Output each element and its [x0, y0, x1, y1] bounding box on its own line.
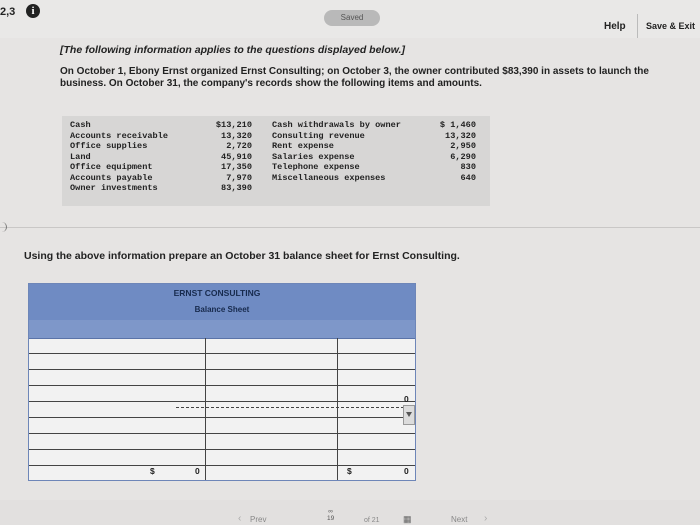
saved-badge: Saved [324, 10, 380, 26]
account-name: Cash [70, 120, 91, 130]
footer-nav [0, 500, 700, 525]
account-amount: 830 [460, 162, 476, 172]
account-name: Consulting revenue [272, 130, 365, 141]
subtotal-line [176, 407, 414, 408]
account-amount: 2,950 [450, 141, 476, 151]
balance-sheet-form [28, 283, 416, 481]
account-name: Office equipment [70, 162, 153, 172]
table-row[interactable] [29, 402, 415, 418]
column-divider [337, 338, 338, 480]
chevron-left-icon[interactable]: ‹ [238, 513, 242, 524]
page-indicator[interactable] [327, 508, 334, 522]
page-total: of 21 [364, 517, 380, 524]
header-separator [637, 14, 638, 38]
current-page: 19 [327, 515, 335, 522]
right-account-names [272, 120, 401, 183]
account-amount: 83,390 [221, 183, 252, 193]
left-account-names [70, 120, 168, 194]
company-name: ERNST CONSULTING [173, 288, 261, 298]
account-name: Miscellaneous expenses [272, 172, 386, 183]
account-amount: 13,320 [221, 130, 252, 141]
account-name: Owner investments [70, 183, 158, 193]
account-name: Office supplies [70, 141, 148, 151]
account-name: Accounts payable [70, 172, 153, 183]
table-row[interactable] [29, 418, 415, 434]
account-amount: 640 [460, 172, 476, 183]
account-listing [62, 116, 490, 206]
left-total-value: 0 [195, 466, 200, 476]
total-row [29, 466, 415, 481]
account-amount: 17,350 [221, 162, 252, 172]
problem-paragraph: On October 1, Ebony Ernst organized Ernst Consulting; on October 3, the owner contributed $83,390 in assets to launch the business. On October 31, the company's records show the following items and amounts. [60, 66, 649, 89]
account-amount: 7,970 [226, 172, 252, 183]
account-name: Accounts receivable [70, 130, 168, 141]
save-exit-button[interactable]: Save & Exit [646, 21, 696, 31]
account-amount: 2,720 [226, 141, 252, 151]
problem-intro: [The following information applies to the questions displayed below.] [60, 44, 405, 56]
column-header-row [29, 320, 415, 339]
table-row[interactable] [29, 450, 415, 466]
account-name: Salaries expense [272, 151, 355, 162]
next-button[interactable]: Next [451, 515, 468, 524]
account-name: Land [70, 151, 91, 162]
instruction-text: Using the above information prepare an October 31 balance sheet for Ernst Consulting. [24, 250, 460, 262]
sheet-title: Balance Sheet [194, 305, 250, 314]
help-button[interactable]: Help [604, 21, 626, 32]
account-name: Cash withdrawals by owner [272, 120, 401, 130]
right-account-amounts [430, 120, 476, 183]
grid-icon[interactable]: ▦ [403, 514, 412, 524]
account-amount: 13,320 [445, 130, 476, 141]
section-divider [0, 227, 700, 228]
info-icon[interactable]: i [26, 4, 40, 18]
right-subtotal-value: 0 [404, 394, 409, 404]
table-row[interactable] [29, 354, 415, 370]
bracket-decoration [0, 222, 7, 232]
table-row[interactable] [29, 338, 415, 354]
column-divider [205, 338, 206, 480]
account-amount: $ 1,460 [439, 120, 476, 130]
table-row[interactable] [29, 370, 415, 386]
account-name: Telephone expense [272, 162, 360, 172]
account-name: Rent expense [272, 141, 334, 151]
left-total-currency: $ [150, 466, 155, 476]
chevron-down-icon[interactable] [403, 405, 415, 425]
link-icon: ∞ [328, 508, 333, 515]
balance-sheet-header [29, 284, 415, 320]
question-number: 2,3 [0, 6, 16, 18]
table-row[interactable] [29, 386, 415, 402]
right-total-value: 0 [404, 466, 409, 476]
left-account-amounts [208, 120, 252, 194]
prev-button[interactable]: Prev [250, 515, 267, 524]
account-amount: $13,210 [215, 120, 252, 130]
table-row[interactable] [29, 434, 415, 450]
right-total-currency: $ [347, 466, 352, 476]
chevron-right-icon[interactable]: › [484, 513, 488, 524]
account-amount: 6,290 [450, 151, 476, 162]
account-amount: 45,910 [221, 151, 252, 162]
